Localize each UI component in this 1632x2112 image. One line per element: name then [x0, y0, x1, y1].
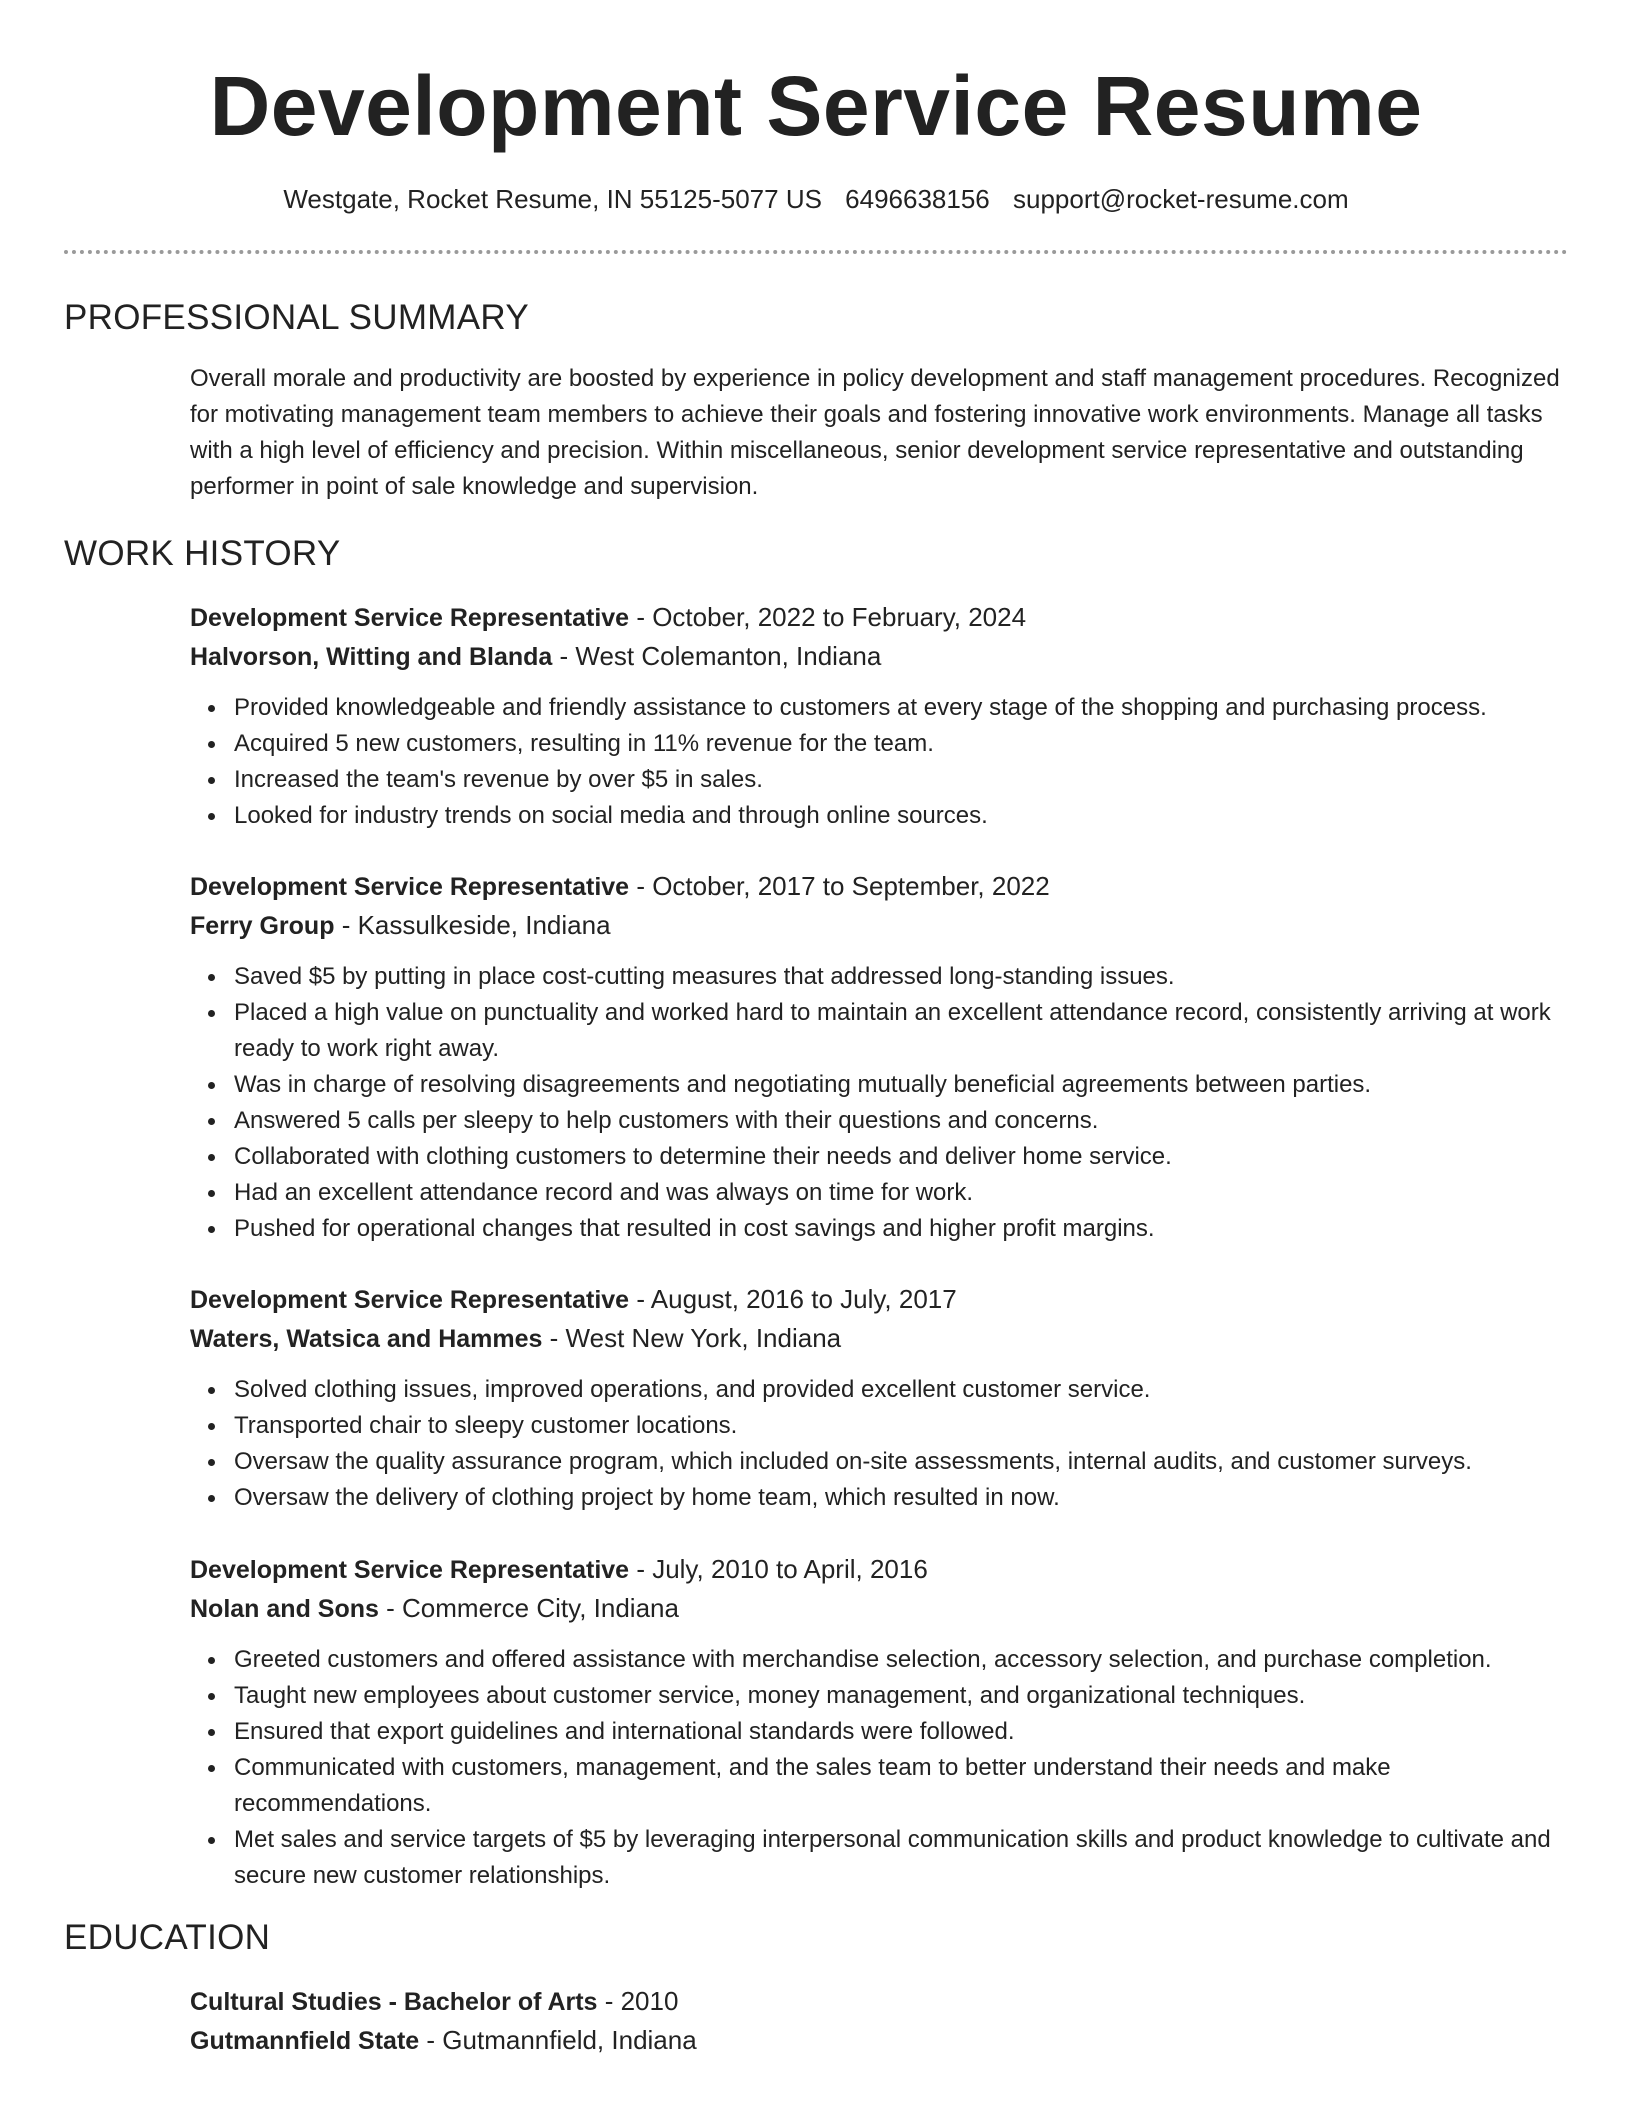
header-divider [64, 250, 1568, 254]
job-title-line [190, 598, 1570, 637]
job-company-line [190, 1319, 1570, 1358]
job-bullet: Looked for industry trends on social media and through online sources. [190, 798, 1570, 834]
job-entry [190, 1280, 1570, 1516]
job-bullets [190, 1372, 1570, 1516]
work-history-heading: WORK HISTORY [64, 534, 341, 573]
job-location: - West Colemanton, Indiana [552, 641, 882, 671]
job-entry [190, 1550, 1570, 1894]
job-bullet: Taught new employees about customer service, money management, and organizational techniques. [190, 1678, 1570, 1714]
job-bullet: Oversaw the quality assurance program, which included on-site assessments, internal audits, and customer surveys. [190, 1444, 1570, 1480]
job-dates: - July, 2010 to April, 2016 [629, 1554, 928, 1584]
job-location: - Commerce City, Indiana [378, 1593, 679, 1623]
education-degree: Cultural Studies - Bachelor of Arts [190, 1988, 598, 2016]
job-role: Development Service Representative [190, 1286, 630, 1314]
job-entry [190, 598, 1570, 834]
job-bullets [190, 959, 1570, 1247]
education-location: - Gutmannfield, Indiana [419, 2025, 697, 2055]
job-company: Ferry Group [190, 912, 335, 940]
job-role: Development Service Representative [190, 873, 630, 901]
job-bullet: Provided knowledgeable and friendly assistance to customers at every stage of the shopping and purchasing process. [190, 690, 1570, 726]
job-bullet: Acquired 5 new customers, resulting in 11% revenue for the team. [190, 726, 1570, 762]
contact-address: Westgate, Rocket Resume, IN 55125-5077 US [283, 184, 822, 214]
job-title-line [190, 1280, 1570, 1319]
education-heading: EDUCATION [64, 1918, 271, 1957]
job-bullet: Greeted customers and offered assistance with merchandise selection, accessory selection, and purchase completion. [190, 1642, 1570, 1678]
job-title-line [190, 867, 1570, 906]
job-bullet: Was in charge of resolving disagreements and negotiating mutually beneficial agreements between parties. [190, 1067, 1570, 1103]
job-company-line [190, 637, 1570, 676]
job-bullet: Solved clothing issues, improved operations, and provided excellent customer service. [190, 1372, 1570, 1408]
education-school-line [190, 2021, 1570, 2060]
job-bullet: Pushed for operational changes that resulted in cost savings and higher profit margins. [190, 1211, 1570, 1247]
job-bullet: Communicated with customers, management, and the sales team to better understand their needs and make recommendations. [190, 1750, 1570, 1822]
job-bullets [190, 690, 1570, 834]
summary-text: Overall morale and productivity are boosted by experience in policy development and staff management procedures. Recognized for motivating management team members to achieve their goals and fostering innovative work environments. Manage all tasks with a high level of efficiency and precision. Within miscellaneous, senior development service representative and outstanding performer in point of sale knowledge and supervision. [190, 365, 1560, 500]
job-bullet: Collaborated with clothing customers to determine their needs and deliver home service. [190, 1139, 1570, 1175]
job-bullet: Answered 5 calls per sleepy to help customers with their questions and concerns. [190, 1103, 1570, 1139]
job-role: Development Service Representative [190, 604, 630, 632]
job-bullet: Met sales and service targets of $5 by leveraging interpersonal communication skills and product knowledge to cultivate and secure new customer relationships. [190, 1822, 1570, 1894]
summary-heading: PROFESSIONAL SUMMARY [64, 298, 529, 337]
job-bullet: Saved $5 by putting in place cost-cutting measures that addressed long-standing issues. [190, 959, 1570, 995]
job-company: Halvorson, Witting and Blanda [190, 643, 553, 671]
job-bullet: Transported chair to sleepy customer locations. [190, 1408, 1570, 1444]
job-bullet: Had an excellent attendance record and was always on time for work. [190, 1175, 1570, 1211]
resume-title: Development Service Resume [209, 59, 1423, 153]
contact-line [0, 182, 1632, 216]
job-title-line [190, 1550, 1570, 1589]
job-company: Nolan and Sons [190, 1595, 379, 1623]
job-role: Development Service Representative [190, 1556, 630, 1584]
education-entry [190, 1982, 1570, 2060]
job-company-line [190, 1589, 1570, 1628]
contact-phone: 6496638156 [845, 184, 990, 214]
job-location: - West New York, Indiana [542, 1323, 842, 1353]
job-location: - Kassulkeside, Indiana [334, 910, 611, 940]
contact-email: support@rocket-resume.com [1013, 184, 1349, 214]
job-dates: - October, 2022 to February, 2024 [629, 602, 1027, 632]
education-school: Gutmannfield State [190, 2027, 420, 2055]
job-company-line [190, 906, 1570, 945]
job-bullets [190, 1642, 1570, 1894]
job-dates: - October, 2017 to September, 2022 [629, 871, 1050, 901]
job-bullet: Oversaw the delivery of clothing project by home team, which resulted in now. [190, 1480, 1570, 1516]
education-year: - 2010 [597, 1986, 679, 2016]
job-entry [190, 867, 1570, 1247]
job-dates: - August, 2016 to July, 2017 [629, 1284, 957, 1314]
job-bullet: Placed a high value on punctuality and worked hard to maintain an excellent attendance record, consistently arriving at work ready to work right away. [190, 995, 1570, 1067]
job-bullet: Increased the team's revenue by over $5 in sales. [190, 762, 1570, 798]
education-degree-line [190, 1982, 1570, 2021]
job-bullet: Ensured that export guidelines and international standards were followed. [190, 1714, 1570, 1750]
job-company: Waters, Watsica and Hammes [190, 1325, 543, 1353]
